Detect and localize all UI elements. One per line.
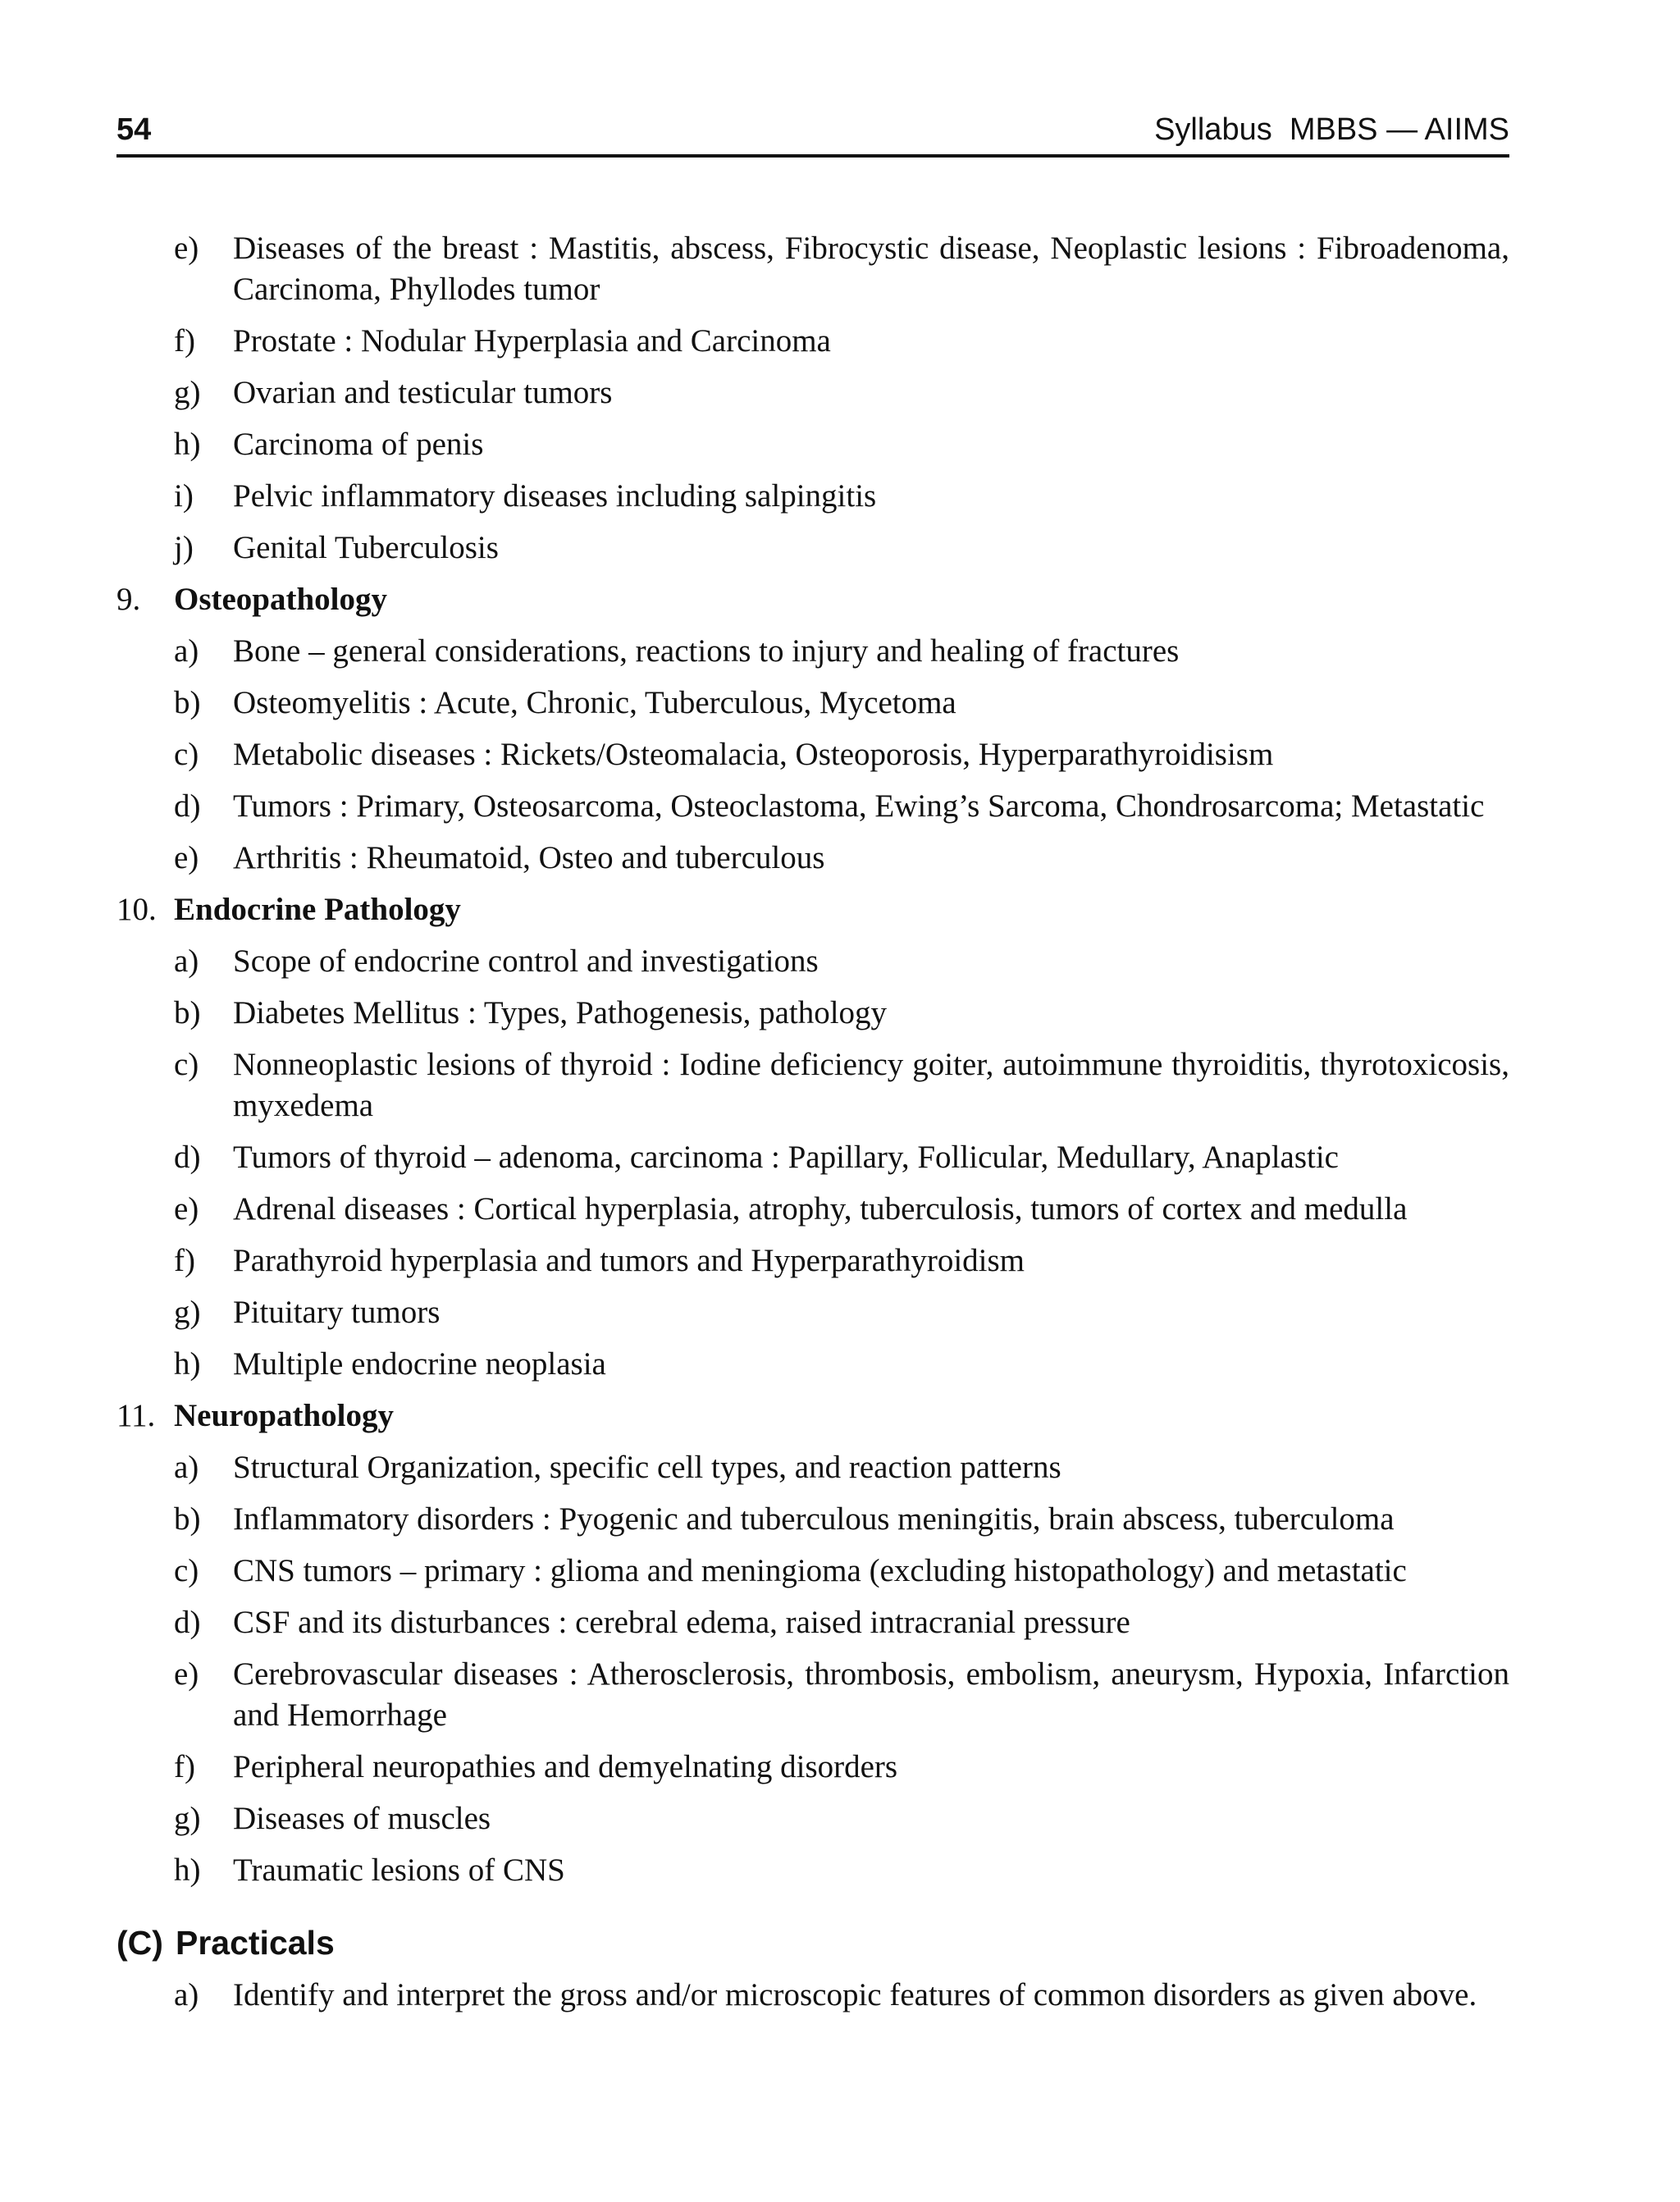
list-item-label: b): [174, 995, 201, 1030]
practicals-title: Practicals: [176, 1924, 335, 1962]
list-item-label: g): [174, 1801, 201, 1836]
list-item: [116, 1975, 1509, 2016]
list-item-label: d): [174, 1605, 201, 1640]
list-item-text: Diseases of the breast : Mastitis, abscess, Fibrocystic disease, Neoplastic lesions : Fibroadenoma, Carcinoma, Phyllodes tumor: [233, 231, 1509, 307]
section-title: Osteopathology: [174, 582, 388, 617]
list-item-text: Identify and interpret the gross and/or microscopic features of common disorders as given above.: [233, 1977, 1477, 2012]
list-item: [116, 993, 1509, 1034]
list-item-label: a): [174, 1977, 199, 2012]
list-item-label: e): [174, 840, 199, 875]
list-item: [116, 1240, 1509, 1281]
list-item-label: f): [174, 323, 195, 359]
list-item: [116, 1747, 1509, 1788]
list-item-label: g): [174, 1295, 201, 1330]
list-item-text: Traumatic lesions of CNS: [233, 1853, 565, 1888]
section-number: 9.: [116, 582, 141, 617]
practicals-item-list: [116, 1975, 1509, 2016]
section-title: Endocrine Pathology: [174, 892, 461, 927]
list-item-text: Arthritis : Rheumatoid, Osteo and tuberculous: [233, 840, 825, 875]
list-item: [116, 228, 1509, 310]
list-item-label: h): [174, 1853, 201, 1888]
list-item-text: Tumors of thyroid – adenoma, carcinoma : Papillary, Follicular, Medullary, Anaplastic: [233, 1140, 1339, 1175]
list-item-text: Parathyroid hyperplasia and tumors and Hyperparathyroidism: [233, 1243, 1025, 1278]
list-item: [116, 1447, 1509, 1488]
section-number: 10.: [116, 892, 157, 927]
section-heading: [116, 579, 1509, 620]
list-item: [116, 1137, 1509, 1178]
section-heading: [116, 1396, 1509, 1437]
list-item-text: Scope of endocrine control and investigations: [233, 943, 819, 979]
section-heading: [116, 889, 1509, 930]
list-item: [116, 1044, 1509, 1126]
list-item-text: Cerebrovascular diseases : Atherosclerosis, thrombosis, embolism, aneurysm, Hypoxia, Infarction and Hemorrhage: [233, 1656, 1509, 1733]
list-item: [116, 631, 1509, 672]
list-item-label: h): [174, 427, 201, 462]
list-item-text: Carcinoma of penis: [233, 427, 484, 462]
list-item: [116, 838, 1509, 879]
list-item-text: Genital Tuberculosis: [233, 530, 499, 565]
list-item-text: Osteomyelitis : Acute, Chronic, Tuberculous, Mycetoma: [233, 685, 956, 720]
list-item-text: Peripheral neuropathies and demyelnating disorders: [233, 1749, 898, 1784]
list-item-text: Pituitary tumors: [233, 1295, 441, 1330]
list-item: [116, 1499, 1509, 1540]
practicals-label: (C): [116, 1924, 163, 1962]
list-item-text: Ovarian and testicular tumors: [233, 375, 613, 410]
list-item: [116, 683, 1509, 724]
list-item-text: Tumors : Primary, Osteosarcoma, Osteoclastoma, Ewing’s Sarcoma, Chondrosarcoma; Metastatic: [233, 788, 1485, 824]
list-item-label: f): [174, 1243, 195, 1278]
list-item-label: d): [174, 1140, 201, 1175]
list-item-label: h): [174, 1346, 201, 1382]
list-item: [116, 1798, 1509, 1839]
list-item-text: CSF and its disturbances : cerebral edema, raised intracranial pressure: [233, 1605, 1130, 1640]
list-item-label: a): [174, 633, 199, 669]
syllabus-content: [116, 228, 1509, 2026]
list-item-label: d): [174, 788, 201, 824]
list-item: [116, 1551, 1509, 1592]
list-item: [116, 941, 1509, 982]
list-item: [116, 786, 1509, 827]
list-item: [116, 321, 1509, 362]
page-number: 54: [116, 112, 152, 147]
list-item-label: i): [174, 478, 194, 514]
list-item-text: Adrenal diseases : Cortical hyperplasia, atrophy, tuberculosis, tumors of cortex and medulla: [233, 1191, 1408, 1227]
list-item-label: e): [174, 1191, 199, 1227]
list-item-label: b): [174, 685, 201, 720]
practicals-heading: [116, 1922, 1509, 1963]
list-item: [116, 1602, 1509, 1643]
list-item-text: Multiple endocrine neoplasia: [233, 1346, 606, 1382]
list-item: [116, 1292, 1509, 1333]
page-header: [116, 105, 1509, 158]
list-item-text: Diabetes Mellitus : Types, Pathogenesis, pathology: [233, 995, 888, 1030]
list-item-label: a): [174, 943, 199, 979]
list-item: [116, 528, 1509, 569]
list-item: [116, 424, 1509, 465]
list-item: [116, 1344, 1509, 1385]
list-item-label: j): [174, 530, 194, 565]
list-item: [116, 372, 1509, 413]
list-item-text: Prostate : Nodular Hyperplasia and Carcinoma: [233, 323, 831, 359]
list-item-text: Pelvic inflammatory diseases including salpingitis: [233, 478, 877, 514]
list-item-label: c): [174, 737, 199, 772]
list-item-label: g): [174, 375, 201, 410]
section-title: Neuropathology: [174, 1398, 394, 1433]
continued-item-list: [116, 228, 1509, 569]
list-item-label: a): [174, 1450, 199, 1485]
list-item-text: CNS tumors – primary : glioma and meningioma (excluding histopathology) and metastatic: [233, 1553, 1407, 1588]
list-item: [116, 734, 1509, 775]
list-item-text: Nonneoplastic lesions of thyroid : Iodine deficiency goiter, autoimmune thyroiditis, thyrotoxicosis, myxedema: [233, 1047, 1509, 1123]
list-item-text: Inflammatory disorders : Pyogenic and tuberculous meningitis, brain abscess, tuberculoma: [233, 1501, 1395, 1537]
list-item-label: e): [174, 1656, 199, 1692]
running-title: Syllabus MBBS — AIIMS: [1154, 112, 1509, 147]
list-item: [116, 476, 1509, 517]
list-item-label: b): [174, 1501, 201, 1537]
list-item-text: Metabolic diseases : Rickets/Osteomalacia, Osteoporosis, Hyperparathyroidisism: [233, 737, 1274, 772]
list-item: [116, 1189, 1509, 1230]
list-item-label: c): [174, 1047, 199, 1082]
section-number: 11.: [116, 1398, 156, 1433]
list-item-text: Diseases of muscles: [233, 1801, 491, 1836]
list-item-label: e): [174, 231, 199, 266]
list-item-label: f): [174, 1749, 195, 1784]
list-item: [116, 1654, 1509, 1736]
list-item: [116, 1850, 1509, 1891]
list-item-text: Bone – general considerations, reactions to injury and healing of fractures: [233, 633, 1180, 669]
list-item-label: c): [174, 1553, 199, 1588]
list-item-text: Structural Organization, specific cell types, and reaction patterns: [233, 1450, 1061, 1485]
section-list: [116, 579, 1509, 1891]
